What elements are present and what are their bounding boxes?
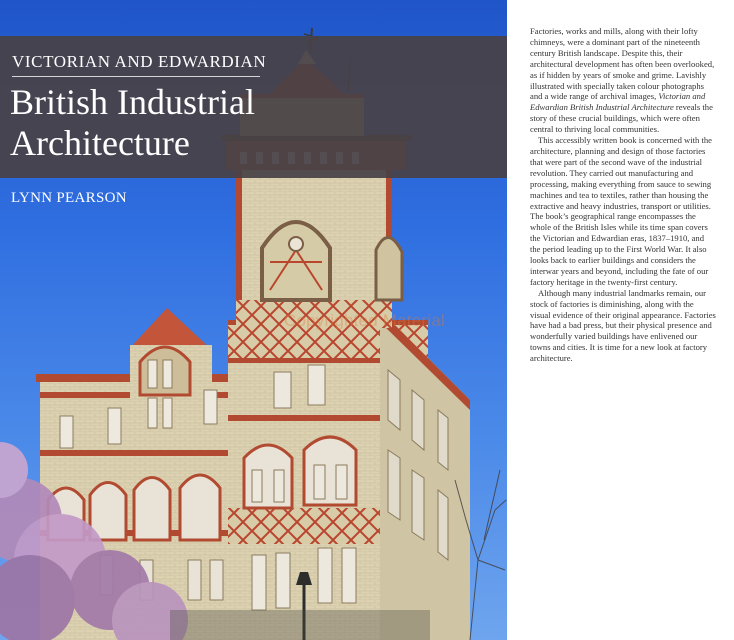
blurb-paragraph-3: Although many industrial landmarks remain, our stock of factories is diminishing, along with the visual evidence of their original appearance. Factories have had a bad press, but their physical presence and wonderfully varied buildings have enlivened our towns and cities. It is time for a new look at factory architecture. [530,287,716,364]
back-cover-blurb [530,26,716,364]
copyright-watermark: Copyrighted Material [284,311,445,330]
title-divider [12,76,260,77]
blurb-paragraph-2: This accessibly written book is concerned with the architecture, planning and design of those factories that were part of the second wave of the industrial revolution. They carried out manufacturing and processing, making everything from sauce to sewing machines and tea to textiles, rather than housing the extractive and heavy industries, transport or utilities. The book’s geographical range encompasses the whole of the British Isles while its time span covers the Victorian and Edwardian eras, 1837–1910, and the period leading up to the First World War. It also looks back to earlier buildings and considers the interwar years and beyond, including the fate of our factory heritage in the twenty-first century. [530,135,712,287]
book-title-line1: British Industrial [10,82,255,122]
book-kicker: VICTORIAN AND EDWARDIAN [12,52,267,71]
right-wing [380,310,470,640]
blurb-paragraph-1: Factories, works and mills, along with their lofty chimneys, were a dominant part of the nineteenth century British landscape. Despite this, their architectural development has often been overlooked, as if hidden by years of smoke and grime. Lavishly illustrated with specially taken colour photographs and a wide range of archival images, Victorian and Edwardian British Industrial Architecture reveals the story of these crucial buildings, which were often central to thriving local communities. [530,26,715,135]
book-title-line2: Architecture [10,123,190,163]
book-author: LYNN PEARSON [11,190,127,206]
book-title-italic: Victorian and Edwardian British Industrial Architecture [530,91,706,113]
